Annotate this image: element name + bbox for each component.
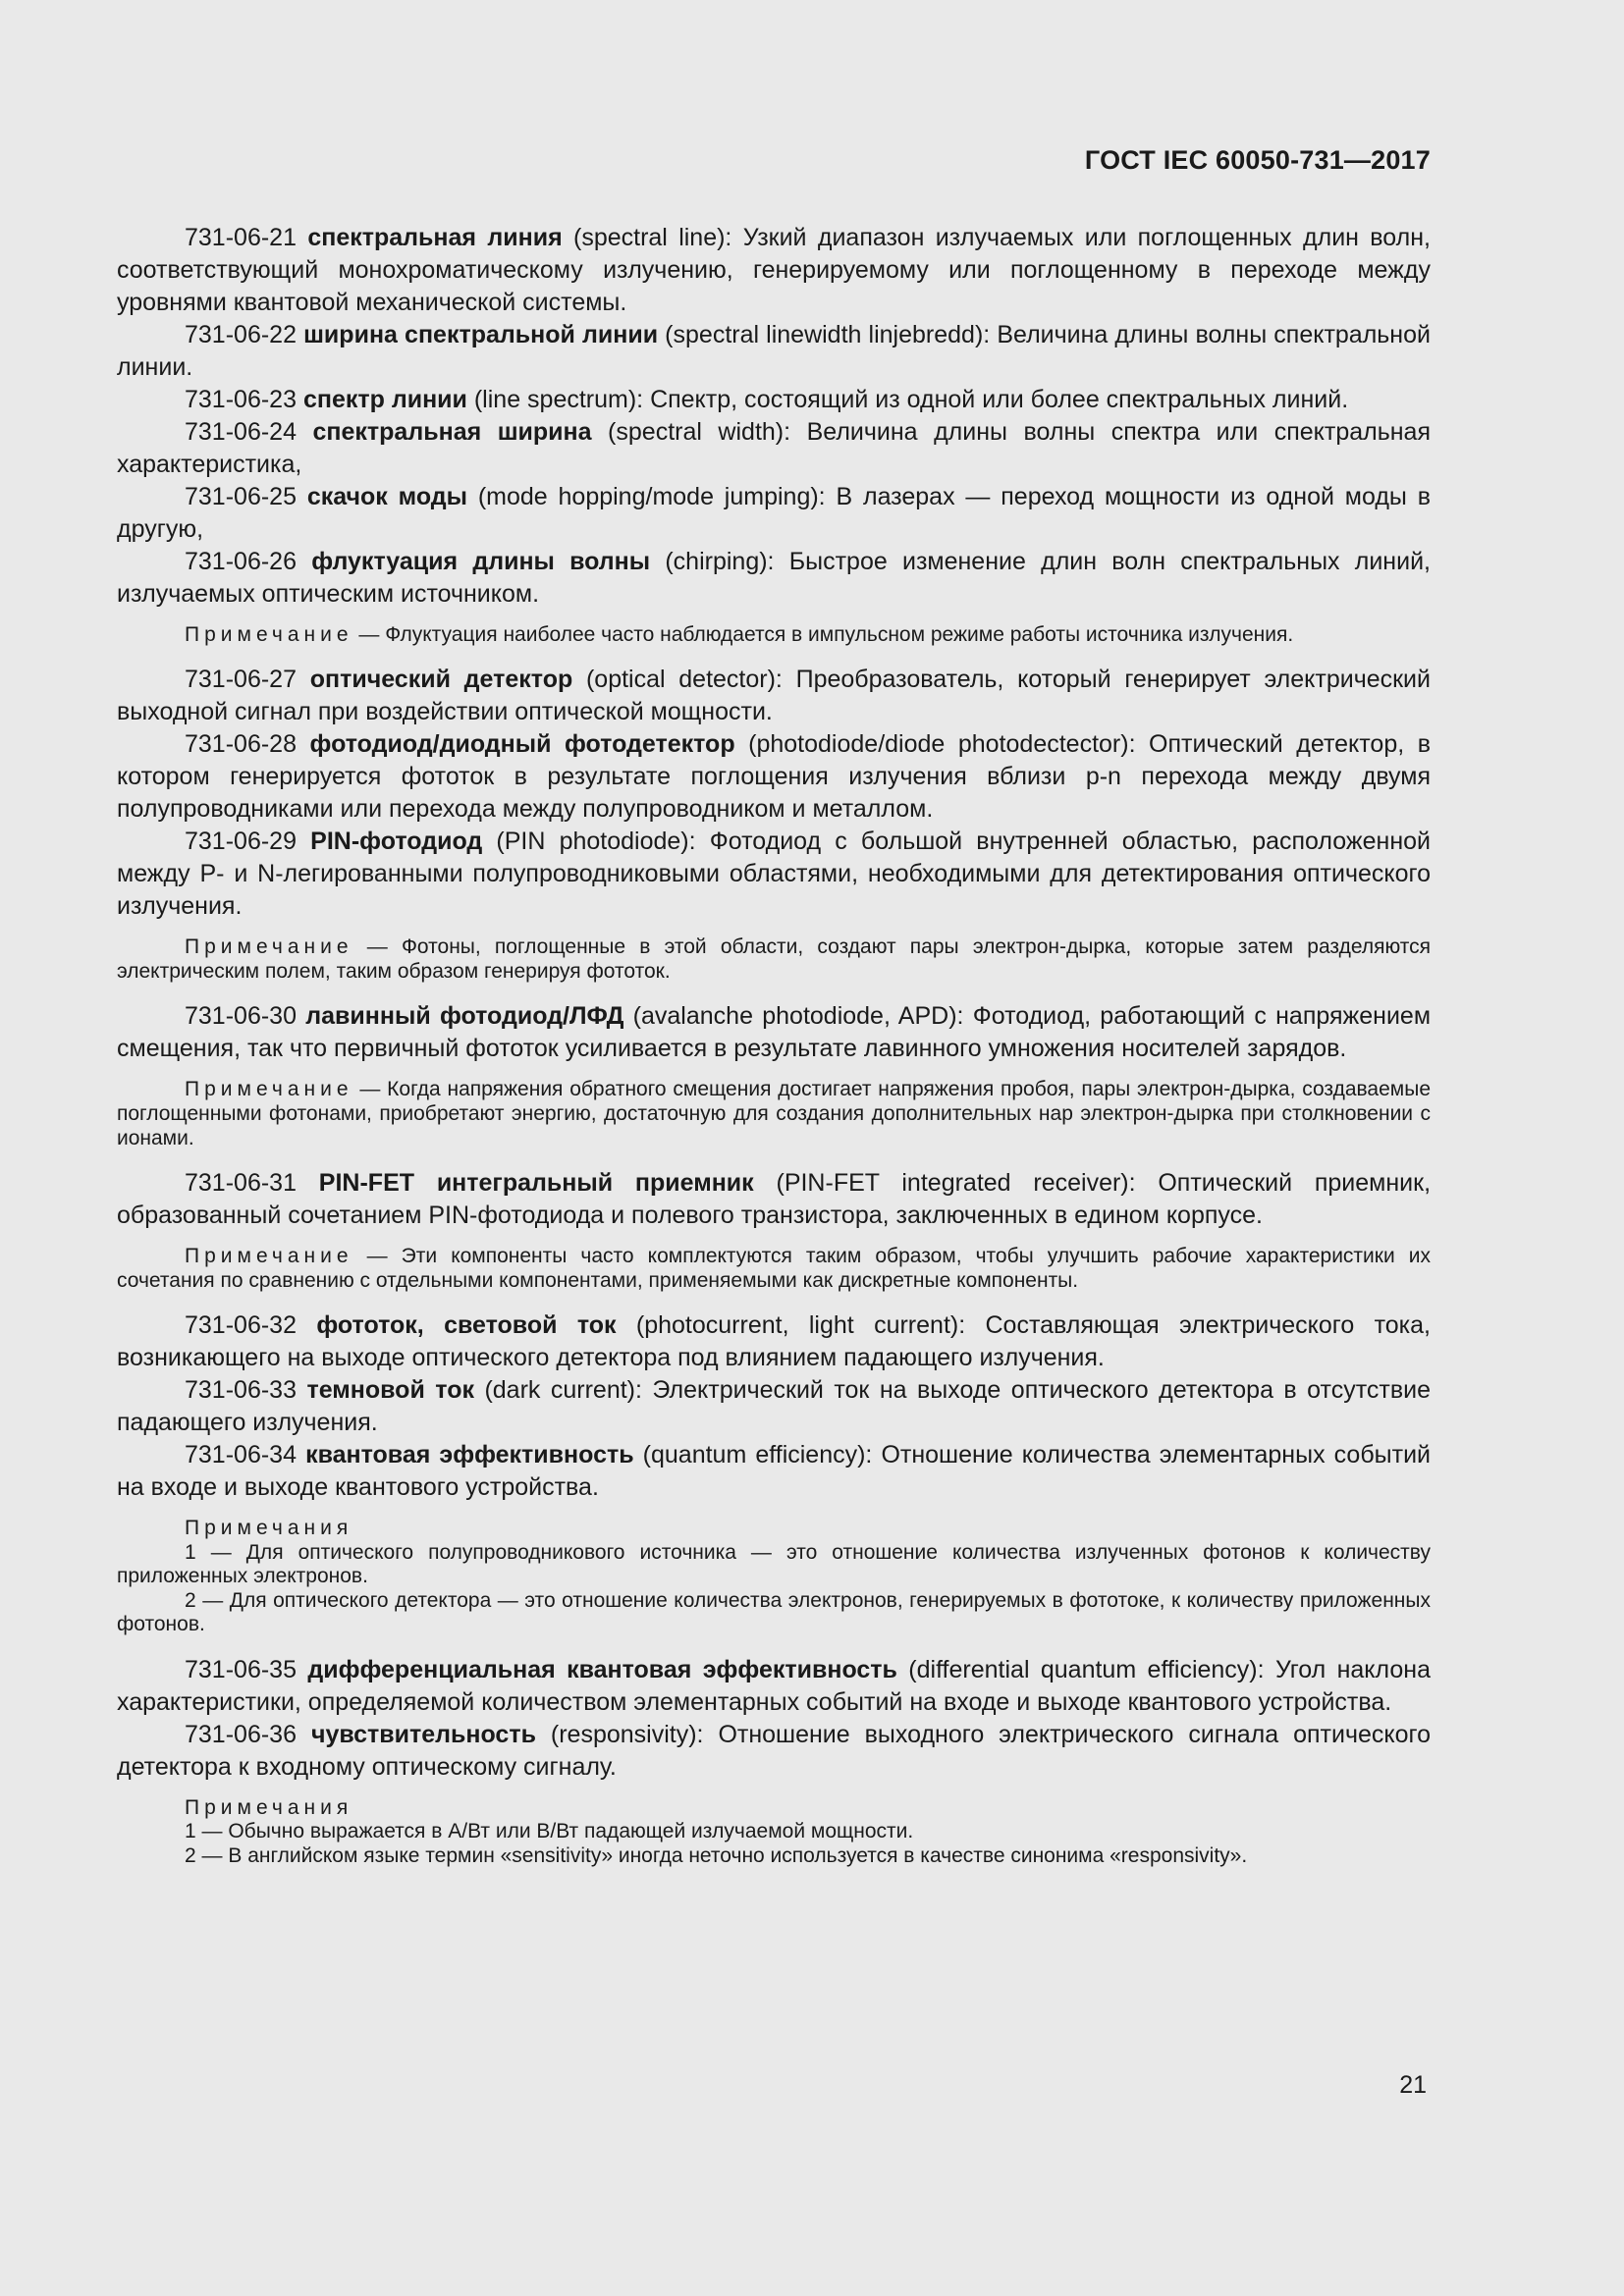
note-label: Примечание <box>185 1245 353 1267</box>
term-title: оптический детектор <box>309 666 573 693</box>
term-definition: (dark current): Электрический ток на выходе оптического детектора в отсутствие падающего излучения. <box>117 1376 1431 1436</box>
document-header: ГОСТ IEC 60050-731—2017 <box>1084 145 1431 175</box>
term-title: скачок моды <box>306 483 467 510</box>
note <box>117 1244 1431 1293</box>
term-definition: (differential quantum efficiency): Угол наклона характеристики, определяемой количеством элементарных событий на входе и выходе квантового устройства. <box>117 1655 1432 1716</box>
document-body <box>117 222 1431 1885</box>
note <box>117 1077 1431 1150</box>
term-definition: (chirping): Быстрое изменение длин волн спектральных линий, излучаемых оптическим источником. <box>117 548 1431 608</box>
term-title: фотодиод/диодный фотодетектор <box>309 730 735 758</box>
term-definition: (PIN-FET integrated receiver): Оптический приемник, образованный сочетанием PIN-фотодиода и полевого транзистора, заключенных в едином корпусе. <box>117 1169 1432 1229</box>
term-number: 731-06-26 <box>185 548 297 575</box>
term-number: 731-06-27 <box>185 666 297 693</box>
page-number: 21 <box>1399 2071 1427 2099</box>
term-title: спектральная линия <box>307 224 563 251</box>
term-entry <box>117 1000 1431 1065</box>
term-entry <box>117 1654 1431 1719</box>
term-definition: (photodiode/diode photodectector): Оптический детектор, в котором генерируется фототок в результате поглощения излучения вблизи p-n перехода между двумя полупроводниками или перехода между полупроводником и металлом. <box>117 730 1431 823</box>
term-number: 731-06-21 <box>185 224 297 251</box>
note-label: Примечание <box>185 935 353 958</box>
note-label: Примечание <box>185 1078 353 1100</box>
note-item: 1 — Обычно выражается в А/Вт или В/Вт падающей излучаемой мощности. <box>185 1820 914 1842</box>
term-title: ширина спектральной линии <box>303 321 659 348</box>
term-definition: (mode hopping/mode jumping): В лазерах — переход мощности из одной моды в другую, <box>117 483 1431 543</box>
term-title: дифференциальная квантовая эффективность <box>307 1655 897 1683</box>
term-entry <box>117 826 1431 923</box>
term-definition: (responsivity): Отношение выходного электрического сигнала оптического детектора к входному оптическому сигналу. <box>117 1720 1431 1781</box>
term-title: лавинный фотодиод/ЛФД <box>305 1002 624 1030</box>
term-title: PIN-фотодиод <box>310 828 483 855</box>
term-title: фототок, световой ток <box>316 1311 617 1339</box>
notes-block <box>117 1517 1431 1637</box>
term-entry <box>117 1374 1431 1439</box>
term-number: 731-06-31 <box>185 1169 297 1197</box>
term-title: квантовая эффективность <box>305 1441 634 1468</box>
note-item: 2 — В английском языке термин «sensitivity» иногда неточно используется в качестве синонима «responsivity». <box>185 1843 1248 1867</box>
term-title: чувствительность <box>310 1720 536 1748</box>
term-number: 731-06-22 <box>185 321 297 348</box>
term-number: 731-06-25 <box>185 483 297 510</box>
notes-label: Примечания <box>185 1795 353 1819</box>
term-number: 731-06-24 <box>185 418 297 446</box>
term-definition: (avalanche photodiode, APD): Фотодиод, работающий с напряжением смещения, так что первичный фототок усиливается в результате лавинного умножения носителей зарядов. <box>117 1002 1432 1062</box>
term-entry <box>117 1439 1431 1504</box>
term-number: 731-06-28 <box>185 730 297 758</box>
note-item: 2 — Для оптического детектора — это отношение количества электронов, генерируемых в фототоке, к количеству приложенных фотонов. <box>117 1588 1431 1635</box>
term-title: темновой ток <box>306 1376 474 1404</box>
term-entry <box>117 481 1431 546</box>
note <box>117 934 1431 984</box>
term-definition: (PIN photodiode): Фотодиод с большой внутренней областью, расположенной между P- и N-легированными полупроводниковыми областями, необходимыми для детектирования оптического излучения. <box>117 828 1432 920</box>
note-text: — Когда напряжения обратного смещения достигает напряжения пробоя, пары электрон-дырка, создаваемые поглощенными фотонами, приобретают энергию, достаточную для создания дополнительных нар электрон-дырка при столкновении с ионами. <box>117 1078 1431 1149</box>
note-text: — Флуктуация наиболее часто наблюдается в импульсном режиме работы источника излучения. <box>352 623 1294 646</box>
note-text: — Фотоны, поглощенные в этой области, создают пары электрон-дырка, которые затем разделяются электрическим полем, таким образом генерируя фототок. <box>117 935 1431 983</box>
term-number: 731-06-34 <box>185 1441 297 1468</box>
notes-label: Примечания <box>185 1517 353 1539</box>
term-number: 731-06-23 <box>185 386 297 413</box>
note-text: — Эти компоненты часто комплектуются таким образом, чтобы улучшить рабочие характеристики их сочетания по сравнению с отдельными компонентами, применяемыми как дискретные компоненты. <box>117 1245 1431 1292</box>
term-entry <box>117 1309 1431 1374</box>
term-definition: (optical detector): Преобразователь, который генерирует электрический выходной сигнал при воздействии оптической мощности. <box>117 666 1431 725</box>
term-title: спектр линии <box>302 386 467 413</box>
term-definition: (spectral linewidth linjebredd): Величина длины волны спектральной линии. <box>117 321 1431 381</box>
note <box>117 622 1431 647</box>
term-number: 731-06-30 <box>185 1002 297 1030</box>
notes-block <box>117 1796 1431 1869</box>
term-number: 731-06-29 <box>185 828 297 855</box>
term-entry <box>117 416 1431 481</box>
term-number: 731-06-35 <box>185 1655 297 1683</box>
term-definition: (photocurrent, light current): Составляющая электрического тока, возникающего на выходе оптического детектора под влиянием падающего излучения. <box>117 1311 1431 1371</box>
term-definition: (quantum efficiency): Отношение количества элементарных событий на входе и выходе квантового устройства. <box>117 1441 1432 1501</box>
term-entry <box>117 222 1431 319</box>
term-entry <box>117 1719 1431 1784</box>
term-title: спектральная ширина <box>312 418 592 446</box>
term-number: 731-06-33 <box>185 1376 297 1404</box>
term-definition: (spectral width): Величина длины волны спектра или спектральная характеристика, <box>117 418 1431 478</box>
term-definition: (line spectrum): Спектр, состоящий из одной или более спектральных линий. <box>466 386 1349 413</box>
term-entry <box>117 1167 1431 1232</box>
term-entry <box>117 384 1431 416</box>
term-title: флуктуация длины волны <box>311 548 651 575</box>
term-entry <box>117 319 1431 384</box>
term-number: 731-06-32 <box>185 1311 297 1339</box>
term-number: 731-06-36 <box>185 1720 297 1748</box>
term-entry <box>117 546 1431 611</box>
term-entry <box>117 664 1431 728</box>
term-entry <box>117 728 1431 826</box>
term-title: PIN-FET интегральный приемник <box>318 1169 754 1197</box>
term-definition: (spectral line): Узкий диапазон излучаемых или поглощенных длин волн, соответствующий монохроматическому излучению, генерируемому или поглощенному в переходе между уровнями квантовой механической системы. <box>117 224 1431 316</box>
note-item: 1 — Для оптического полупроводникового источника — это отношение количества излученных фотонов к количеству приложенных электронов. <box>117 1540 1431 1587</box>
note-label: Примечание <box>185 623 353 646</box>
